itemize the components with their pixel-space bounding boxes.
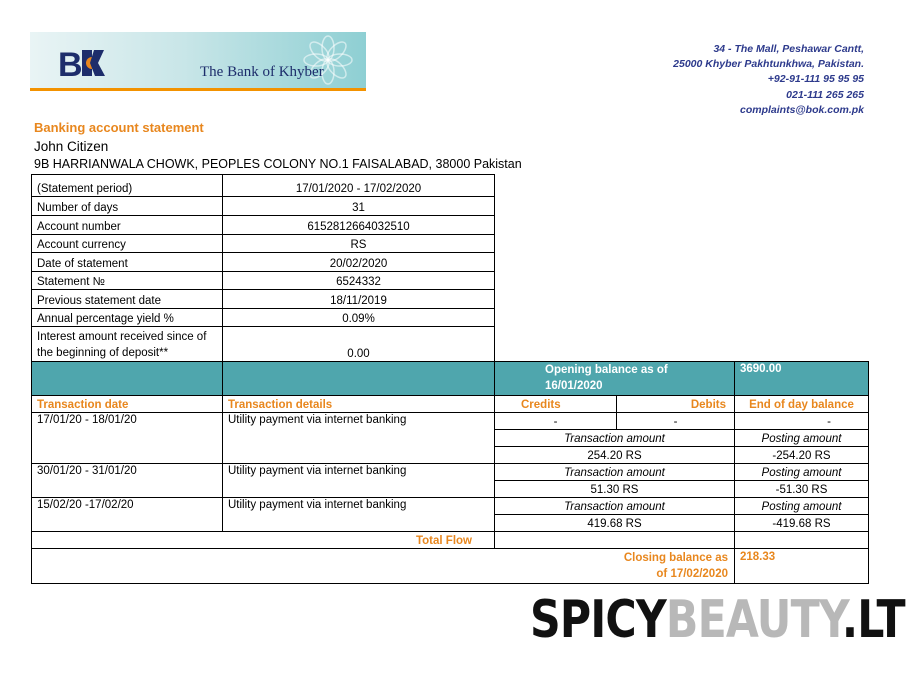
detail-value: RS: [223, 235, 495, 253]
detail-row: [32, 216, 869, 235]
posting-amount-label: Posting amount: [735, 430, 869, 447]
watermark-part-2: BEAUTY: [665, 590, 842, 650]
column-header-row: [32, 396, 869, 413]
total-flow-row: [32, 532, 869, 549]
bok-logo-icon: [58, 46, 112, 80]
closing-balance-label: Closing balance as of 17/02/2020: [617, 549, 735, 584]
eod-dash: -: [735, 413, 869, 430]
transaction-details: Utility payment via internet banking: [223, 498, 495, 532]
detail-label: Statement №: [32, 272, 223, 290]
transaction-date: 15/02/20 -17/02/20: [32, 498, 223, 532]
transaction-amount: 419.68 RS: [495, 515, 735, 532]
col-transaction-date: Transaction date: [32, 396, 223, 413]
detail-label: Interest amount received since of the beginning of deposit**: [32, 327, 223, 362]
detail-label: Account number: [32, 216, 223, 235]
transaction-date: 30/01/20 - 31/01/20: [32, 464, 223, 498]
detail-row: [32, 253, 869, 272]
col-transaction-details: Transaction details: [223, 396, 495, 413]
transaction-amount: 51.30 RS: [495, 481, 735, 498]
bank-phone-2: 021-111 265 265: [786, 89, 864, 101]
detail-row: [32, 272, 869, 290]
detail-row: [32, 197, 869, 216]
posting-amount-label: Posting amount: [735, 498, 869, 515]
detail-value: 6152812664032510: [223, 216, 495, 235]
watermark-part-1: SPICY: [530, 590, 666, 650]
transaction-row: [32, 413, 869, 430]
posting-amount: -51.30 RS: [735, 481, 869, 498]
watermark-part-3: .LT: [841, 590, 905, 650]
detail-label: (Statement period): [32, 175, 223, 197]
customer-name: John Citizen: [34, 139, 109, 154]
transaction-amount-label: Transaction amount: [495, 498, 735, 515]
detail-label: Account currency: [32, 235, 223, 253]
bank-email: complaints@bok.com.pk: [739, 104, 864, 116]
detail-label: Previous statement date: [32, 290, 223, 309]
detail-value: 17/01/2020 - 17/02/2020: [223, 175, 495, 197]
bank-address-line-1: 34 - The Mall, Peshawar Cantt,: [713, 43, 864, 55]
opening-balance-label: Opening balance as of 16/01/2020: [495, 362, 735, 396]
transaction-amount: 254.20 RS: [495, 447, 735, 464]
posting-amount: -419.68 RS: [735, 515, 869, 532]
transaction-row: [32, 498, 869, 515]
detail-label: Annual percentage yield %: [32, 309, 223, 327]
logo-underline: [30, 88, 366, 91]
detail-value: 0.00: [223, 327, 495, 362]
detail-row: [32, 327, 869, 362]
transaction-row: [32, 464, 869, 481]
closing-balance-row: [32, 549, 869, 584]
detail-value: 18/11/2019: [223, 290, 495, 309]
transaction-details: Utility payment via internet banking: [223, 464, 495, 498]
detail-row: [32, 235, 869, 253]
transaction-details: Utility payment via internet banking: [223, 413, 495, 464]
detail-label: Number of days: [32, 197, 223, 216]
bank-phone-1: +92-91-111 95 95 95: [767, 73, 864, 85]
transaction-amount-label: Transaction amount: [495, 430, 735, 447]
statement-table: [31, 174, 869, 584]
statement-title: Banking account statement: [34, 120, 204, 135]
detail-value: 0.09%: [223, 309, 495, 327]
opening-balance-row: [32, 362, 869, 396]
posting-amount-label: Posting amount: [735, 464, 869, 481]
detail-row: [32, 175, 869, 197]
col-end-of-day-balance: End of day balance: [735, 396, 869, 413]
detail-value: 31: [223, 197, 495, 216]
total-flow-label: Total Flow: [32, 532, 495, 549]
col-debits: Debits: [617, 396, 735, 413]
transaction-amount-label: Transaction amount: [495, 464, 735, 481]
detail-label: Date of statement: [32, 253, 223, 272]
detail-row: [32, 290, 869, 309]
customer-address: 9B HARRIANWALA CHOWK, PEOPLES COLONY NO.1 FAISALABAD, 38000 Pakistan: [34, 157, 522, 171]
transaction-date: 17/01/20 - 18/01/20: [32, 413, 223, 464]
posting-amount: -254.20 RS: [735, 447, 869, 464]
bank-name: The Bank of Khyber: [200, 64, 324, 80]
opening-balance-value: 3690.00: [735, 362, 869, 396]
svg-text:B: B: [58, 46, 80, 80]
closing-balance-value: 218.33: [735, 549, 869, 584]
bank-address-line-2: 25000 Khyber Pakhtunkhwa, Pakistan.: [673, 58, 864, 70]
detail-row: [32, 309, 869, 327]
credits-dash: -: [495, 413, 617, 430]
detail-value: 20/02/2020: [223, 253, 495, 272]
col-credits: Credits: [495, 396, 617, 413]
debits-dash: -: [617, 413, 735, 430]
detail-value: 6524332: [223, 272, 495, 290]
watermark: [530, 590, 905, 650]
